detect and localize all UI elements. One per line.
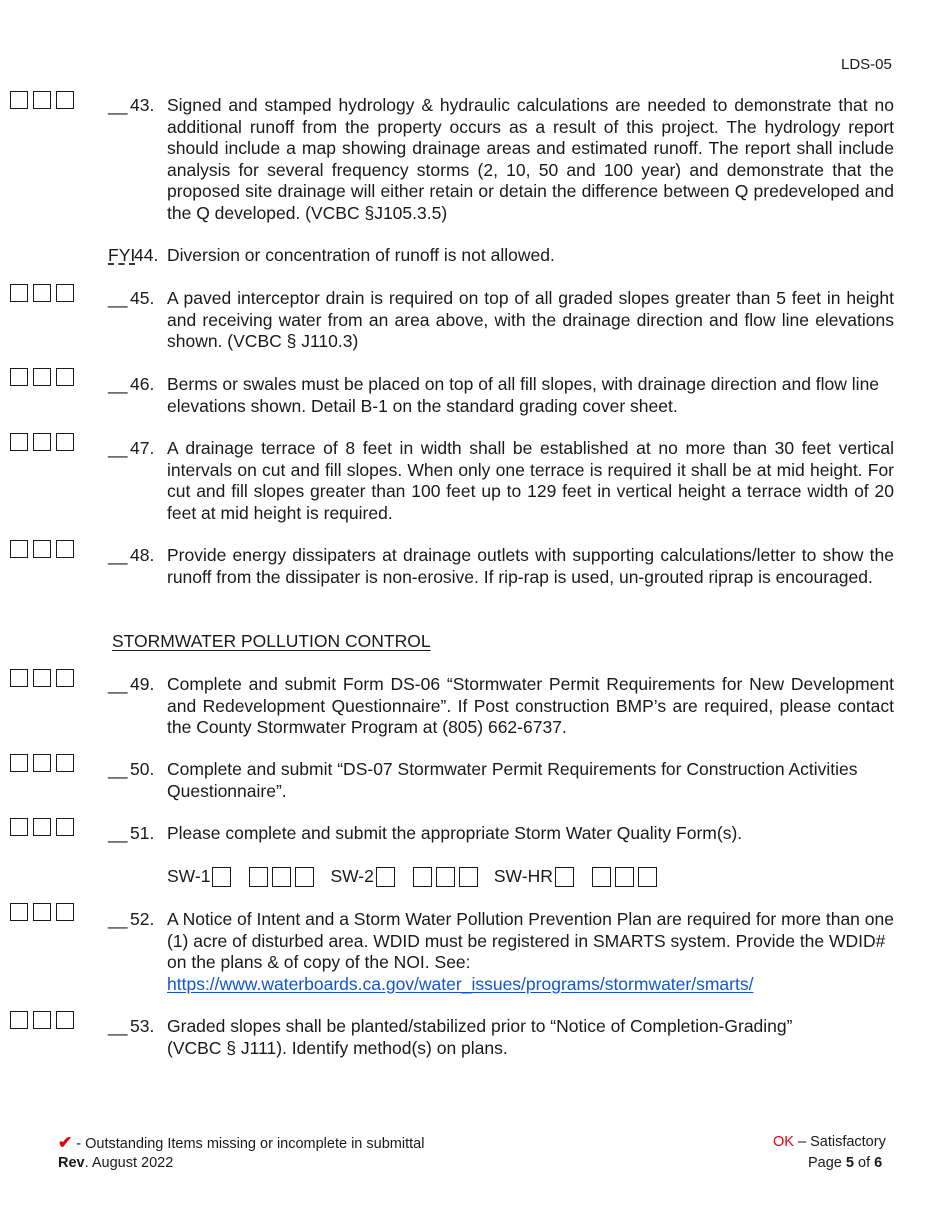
item-number: 46. <box>130 374 155 394</box>
checklist-item-49 <box>108 674 894 739</box>
item-mark: __ <box>108 1016 128 1036</box>
item-mark: __ <box>108 288 128 308</box>
checkbox[interactable] <box>10 669 28 687</box>
item-number: 43. <box>130 95 155 115</box>
item-mark: __ <box>108 909 128 929</box>
item-text: Provide energy dissipaters at drainage outlets with supporting calculations/letter to show the runoff from the dissipater is non-erosive. If rip-rap is used, un-grouted riprap is encouraged. <box>167 545 894 587</box>
checkbox[interactable] <box>10 754 28 772</box>
document-id: LDS-05 <box>841 56 892 73</box>
checkbox[interactable] <box>33 368 51 386</box>
checkbox[interactable] <box>56 818 74 836</box>
review-checkboxes-51[interactable] <box>10 818 74 836</box>
item-text: A paved interceptor drain is required on top of all graded slopes greater than 5 feet in height and receiving water from an area above, with the drainage direction and flow line elevations shown. (VCBC § J110.3) <box>167 288 894 351</box>
checkbox[interactable] <box>33 433 51 451</box>
review-checkboxes-52[interactable] <box>10 903 74 921</box>
checklist-item-45 <box>108 288 894 353</box>
item-text: Complete and submit Form DS-06 “Stormwater Permit Requirements for New Development and Redevelopment Questionnaire”. If Post construction BMP’s are required, please contact the County Stormwater Program at (805) 662-6737. <box>167 674 894 737</box>
storm-water-forms-row <box>167 866 661 887</box>
checkbox[interactable] <box>56 1011 74 1029</box>
review-checkboxes-45[interactable] <box>10 284 74 302</box>
page-number: Page 5 of 6 <box>808 1155 883 1171</box>
checkbox[interactable] <box>33 1011 51 1029</box>
checklist-item-48 <box>108 545 894 588</box>
review-checkboxes-43[interactable] <box>10 91 74 109</box>
checkbox[interactable] <box>10 91 28 109</box>
checkbox[interactable] <box>56 91 74 109</box>
fyi-mark: FYI <box>108 245 136 265</box>
checklist-item-53 <box>108 1016 894 1059</box>
review-checkboxes-48[interactable] <box>10 540 74 558</box>
checkbox[interactable] <box>33 903 51 921</box>
item-number: 44. <box>134 245 159 265</box>
review-checkboxes-49[interactable] <box>10 669 74 687</box>
revision-date: Rev. August 2022 <box>58 1155 174 1171</box>
checkbox[interactable] <box>10 818 28 836</box>
checkbox[interactable] <box>10 1011 28 1029</box>
review-checkboxes-50[interactable] <box>10 754 74 772</box>
checkbox[interactable] <box>56 433 74 451</box>
checkbox[interactable] <box>615 867 634 887</box>
checkbox[interactable] <box>592 867 611 887</box>
sw-form-label: SW-HR <box>493 866 553 886</box>
checklist-item-47 <box>108 438 894 524</box>
checklist-item-46 <box>108 374 894 417</box>
item-number: 49. <box>130 674 155 694</box>
item-mark: __ <box>108 759 128 779</box>
checkbox[interactable] <box>56 284 74 302</box>
item-mark: __ <box>108 438 128 458</box>
item-mark: __ <box>108 545 128 565</box>
checkbox[interactable] <box>638 867 657 887</box>
checkbox[interactable] <box>33 754 51 772</box>
item-number: 53. <box>130 1016 155 1036</box>
checkbox[interactable] <box>33 91 51 109</box>
section-heading: STORMWATER POLLUTION CONTROL <box>112 631 431 651</box>
checkbox[interactable] <box>10 903 28 921</box>
item-mark: __ <box>108 374 128 394</box>
checkbox[interactable] <box>459 867 478 887</box>
checkbox[interactable] <box>10 540 28 558</box>
sw2-checkbox[interactable] <box>376 867 395 887</box>
item-text: A drainage terrace of 8 feet in width shall be established at no more than 30 feet vertical intervals on cut and fill slopes. When only one terrace is required it shall be at mid height. For cut and fill slopes greater than 100 feet up to 129 feet in vertical height a terrace width of 20 feet at mid height is required. <box>167 438 894 523</box>
checkbox[interactable] <box>56 669 74 687</box>
checkbox[interactable] <box>272 867 291 887</box>
checkbox[interactable] <box>249 867 268 887</box>
checkbox[interactable] <box>33 669 51 687</box>
red-check-icon: ✔ <box>58 1133 73 1152</box>
item-text: Please complete and submit the appropriate Storm Water Quality Form(s). <box>167 823 743 843</box>
checkbox[interactable] <box>33 284 51 302</box>
legend-satisfactory: OK – Satisfactory <box>773 1134 886 1150</box>
item-number: 48. <box>130 545 155 565</box>
checkbox[interactable] <box>413 867 432 887</box>
legend-outstanding: ✔ - Outstanding Items missing or incomplete in submittal <box>58 1133 425 1152</box>
checklist-item-44 <box>108 245 894 267</box>
swhr-checkbox[interactable] <box>555 867 574 887</box>
checkbox[interactable] <box>295 867 314 887</box>
checkbox[interactable] <box>10 433 28 451</box>
item-number: 45. <box>130 288 155 308</box>
item-text: A Notice of Intent and a Storm Water Pollution Prevention Plan are required for more than one (1) acre of disturbed area. WDID must be registered in SMARTS system. Provide the WDID# on the plans & of copy of the NOI. See: https://www.waterboards.ca.gov/water_issues/programs/stormwater/smarts/ <box>167 909 894 994</box>
checklist-item-51 <box>108 823 894 845</box>
review-checkboxes-53[interactable] <box>10 1011 74 1029</box>
review-checkboxes-46[interactable] <box>10 368 74 386</box>
sw1-checkbox[interactable] <box>212 867 231 887</box>
checkbox[interactable] <box>33 540 51 558</box>
sw-form-label: SW-2 <box>330 866 374 886</box>
item-mark: __ <box>108 95 128 115</box>
checkbox[interactable] <box>56 903 74 921</box>
checkbox[interactable] <box>436 867 455 887</box>
item-number: 50. <box>130 759 155 779</box>
checkbox[interactable] <box>56 754 74 772</box>
item-number: 47. <box>130 438 155 458</box>
checkbox[interactable] <box>56 368 74 386</box>
item-mark: __ <box>108 823 128 843</box>
checkbox[interactable] <box>33 818 51 836</box>
sw-form-label: SW-1 <box>167 866 211 886</box>
item-mark: __ <box>108 674 128 694</box>
item-text: Complete and submit “DS-07 Stormwater Permit Requirements for Construction Activities Questionnaire”. <box>167 759 858 801</box>
item-number: 52. <box>130 909 155 929</box>
checklist-item-52 <box>108 909 894 995</box>
item-text: Signed and stamped hydrology & hydraulic calculations are needed to demonstrate that no additional runoff from the property occurs as a result of this project. The hydrology report should include a map showing drainage areas and estimated runoff. The report shall include analysis for several frequency storms (2, 10, 50 and 100 year) and demonstrate that the proposed site drainage will either retain or detain the difference between Q predeveloped and the Q developed. (VCBC §J105.3.5) <box>167 95 894 223</box>
checkbox[interactable] <box>10 368 28 386</box>
item-text: Graded slopes shall be planted/stabilized prior to “Notice of Completion-Grading” (VCBC § J111). Identify method(s) on plans. <box>167 1016 793 1058</box>
review-checkboxes-47[interactable] <box>10 433 74 451</box>
checklist-item-43 <box>108 95 894 224</box>
checkbox[interactable] <box>10 284 28 302</box>
item-text: Diversion or concentration of runoff is not allowed. <box>167 245 555 265</box>
item-text: Berms or swales must be placed on top of all fill slopes, with drainage direction and flow line elevations shown. Detail B-1 on the standard grading cover sheet. <box>167 374 880 416</box>
checklist-item-50 <box>108 759 894 802</box>
smarts-link[interactable]: https://www.waterboards.ca.gov/water_issues/programs/stormwater/smarts/ <box>167 973 754 994</box>
checkbox[interactable] <box>56 540 74 558</box>
item-number: 51. <box>130 823 155 843</box>
ok-mark: OK <box>773 1134 794 1150</box>
